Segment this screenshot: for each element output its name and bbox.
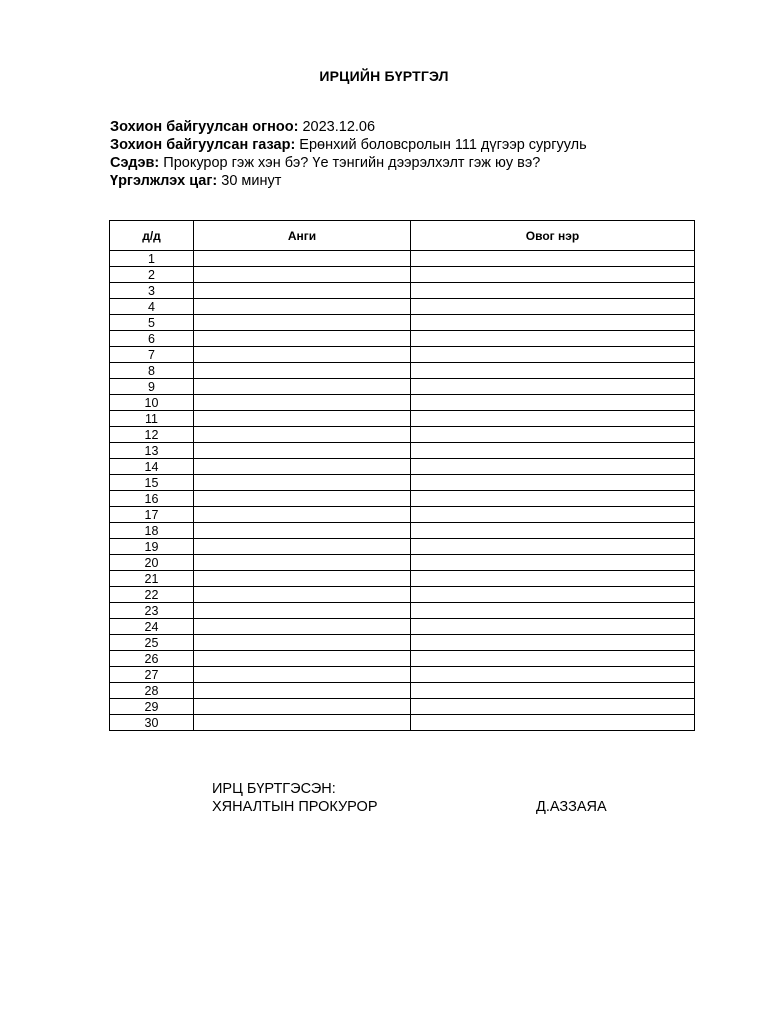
row-number: 14 bbox=[110, 459, 194, 475]
meta-duration-value: 30 минут bbox=[217, 173, 282, 189]
row-name-cell[interactable] bbox=[411, 699, 695, 715]
row-name-cell[interactable] bbox=[411, 283, 695, 299]
row-number: 5 bbox=[110, 315, 194, 331]
signature-name: Д.АЗЗАЯА bbox=[536, 799, 607, 815]
row-name-cell[interactable] bbox=[411, 651, 695, 667]
row-class-cell[interactable] bbox=[194, 539, 411, 555]
row-class-cell[interactable] bbox=[194, 555, 411, 571]
row-number: 17 bbox=[110, 507, 194, 523]
row-name-cell[interactable] bbox=[411, 459, 695, 475]
row-class-cell[interactable] bbox=[194, 587, 411, 603]
meta-place-value: Ерөнхий боловсролын 111 дүгээр сургууль bbox=[295, 137, 587, 153]
meta-date bbox=[110, 118, 587, 136]
row-class-cell[interactable] bbox=[194, 571, 411, 587]
row-class-cell[interactable] bbox=[194, 411, 411, 427]
row-class-cell[interactable] bbox=[194, 331, 411, 347]
row-name-cell[interactable] bbox=[411, 331, 695, 347]
row-class-cell[interactable] bbox=[194, 699, 411, 715]
row-number: 1 bbox=[110, 251, 194, 267]
meta-place bbox=[110, 136, 587, 154]
row-number: 12 bbox=[110, 427, 194, 443]
row-name-cell[interactable] bbox=[411, 427, 695, 443]
row-class-cell[interactable] bbox=[194, 379, 411, 395]
row-class-cell[interactable] bbox=[194, 299, 411, 315]
table-row bbox=[110, 427, 695, 443]
row-number: 24 bbox=[110, 619, 194, 635]
table-header-row bbox=[110, 221, 695, 251]
meta-date-value: 2023.12.06 bbox=[298, 119, 376, 135]
row-name-cell[interactable] bbox=[411, 299, 695, 315]
meta-duration bbox=[110, 172, 587, 190]
table-row bbox=[110, 459, 695, 475]
row-class-cell[interactable] bbox=[194, 683, 411, 699]
row-name-cell[interactable] bbox=[411, 507, 695, 523]
row-number: 8 bbox=[110, 363, 194, 379]
row-number: 18 bbox=[110, 523, 194, 539]
table-row bbox=[110, 539, 695, 555]
table-row bbox=[110, 587, 695, 603]
attendance-table bbox=[109, 220, 695, 731]
row-class-cell[interactable] bbox=[194, 427, 411, 443]
row-name-cell[interactable] bbox=[411, 587, 695, 603]
table-row bbox=[110, 507, 695, 523]
header-class: Анги bbox=[194, 221, 411, 251]
row-name-cell[interactable] bbox=[411, 347, 695, 363]
row-name-cell[interactable] bbox=[411, 395, 695, 411]
row-name-cell[interactable] bbox=[411, 315, 695, 331]
row-class-cell[interactable] bbox=[194, 363, 411, 379]
row-number: 26 bbox=[110, 651, 194, 667]
row-class-cell[interactable] bbox=[194, 523, 411, 539]
row-class-cell[interactable] bbox=[194, 347, 411, 363]
row-name-cell[interactable] bbox=[411, 251, 695, 267]
event-details bbox=[110, 118, 587, 190]
table-row bbox=[110, 715, 695, 731]
row-number: 6 bbox=[110, 331, 194, 347]
table-row bbox=[110, 315, 695, 331]
row-number: 25 bbox=[110, 635, 194, 651]
meta-topic-value: Прокурор гэж хэн бэ? Үе тэнгийн дээрэлхэлт гэж юу вэ? bbox=[159, 155, 541, 171]
row-class-cell[interactable] bbox=[194, 315, 411, 331]
table-row bbox=[110, 651, 695, 667]
row-number: 2 bbox=[110, 267, 194, 283]
row-name-cell[interactable] bbox=[411, 603, 695, 619]
table-row bbox=[110, 443, 695, 459]
document-title: ИРЦИЙН БҮРТГЭЛ bbox=[319, 68, 449, 84]
meta-place-label: Зохион байгуулсан газар: bbox=[110, 137, 296, 153]
header-number: д/д bbox=[110, 221, 194, 251]
row-name-cell[interactable] bbox=[411, 619, 695, 635]
signature-line-2 bbox=[212, 798, 632, 816]
row-name-cell[interactable] bbox=[411, 715, 695, 731]
row-class-cell[interactable] bbox=[194, 715, 411, 731]
table-row bbox=[110, 571, 695, 587]
row-name-cell[interactable] bbox=[411, 267, 695, 283]
row-number: 19 bbox=[110, 539, 194, 555]
row-class-cell[interactable] bbox=[194, 395, 411, 411]
table-row bbox=[110, 331, 695, 347]
row-number: 30 bbox=[110, 715, 194, 731]
row-class-cell[interactable] bbox=[194, 475, 411, 491]
table-row bbox=[110, 251, 695, 267]
row-class-cell[interactable] bbox=[194, 459, 411, 475]
row-number: 21 bbox=[110, 571, 194, 587]
table-row bbox=[110, 603, 695, 619]
row-class-cell[interactable] bbox=[194, 635, 411, 651]
row-number: 16 bbox=[110, 491, 194, 507]
row-class-cell[interactable] bbox=[194, 491, 411, 507]
row-class-cell[interactable] bbox=[194, 651, 411, 667]
row-name-cell[interactable] bbox=[411, 491, 695, 507]
signature-line-1: ИРЦ БҮРТГЭСЭН: bbox=[212, 781, 336, 797]
table-row bbox=[110, 523, 695, 539]
row-name-cell[interactable] bbox=[411, 523, 695, 539]
row-number: 10 bbox=[110, 395, 194, 411]
table-row bbox=[110, 411, 695, 427]
header-full-name: Овог нэр bbox=[411, 221, 695, 251]
row-class-cell[interactable] bbox=[194, 267, 411, 283]
row-number: 13 bbox=[110, 443, 194, 459]
table-row bbox=[110, 363, 695, 379]
table-row bbox=[110, 683, 695, 699]
row-class-cell[interactable] bbox=[194, 283, 411, 299]
meta-duration-label: Үргэлжлэх цаг: bbox=[110, 173, 218, 189]
table-row bbox=[110, 347, 695, 363]
table-row bbox=[110, 635, 695, 651]
row-name-cell[interactable] bbox=[411, 635, 695, 651]
signature-position: ХЯНАЛТЫН ПРОКУРОР bbox=[212, 799, 378, 815]
meta-topic bbox=[110, 154, 587, 172]
table-row bbox=[110, 267, 695, 283]
row-number: 7 bbox=[110, 347, 194, 363]
row-name-cell[interactable] bbox=[411, 539, 695, 555]
row-name-cell[interactable] bbox=[411, 379, 695, 395]
row-name-cell[interactable] bbox=[411, 475, 695, 491]
table-row bbox=[110, 667, 695, 683]
row-name-cell[interactable] bbox=[411, 683, 695, 699]
row-name-cell[interactable] bbox=[411, 363, 695, 379]
meta-topic-label: Сэдэв: bbox=[110, 155, 160, 171]
table-row bbox=[110, 491, 695, 507]
row-number: 20 bbox=[110, 555, 194, 571]
row-number: 27 bbox=[110, 667, 194, 683]
row-number: 9 bbox=[110, 379, 194, 395]
row-number: 29 bbox=[110, 699, 194, 715]
table-row bbox=[110, 299, 695, 315]
row-name-cell[interactable] bbox=[411, 443, 695, 459]
row-class-cell[interactable] bbox=[194, 667, 411, 683]
row-class-cell[interactable] bbox=[194, 603, 411, 619]
row-number: 3 bbox=[110, 283, 194, 299]
row-number: 15 bbox=[110, 475, 194, 491]
table-row bbox=[110, 379, 695, 395]
table-row bbox=[110, 699, 695, 715]
table-row bbox=[110, 395, 695, 411]
row-number: 11 bbox=[110, 411, 194, 427]
row-class-cell[interactable] bbox=[194, 507, 411, 523]
table-row bbox=[110, 475, 695, 491]
row-name-cell[interactable] bbox=[411, 667, 695, 683]
row-number: 28 bbox=[110, 683, 194, 699]
row-name-cell[interactable] bbox=[411, 555, 695, 571]
row-number: 4 bbox=[110, 299, 194, 315]
table-body bbox=[110, 251, 695, 731]
row-number: 23 bbox=[110, 603, 194, 619]
row-name-cell[interactable] bbox=[411, 571, 695, 587]
table-row bbox=[110, 283, 695, 299]
row-class-cell[interactable] bbox=[194, 619, 411, 635]
meta-date-label: Зохион байгуулсан огноо: bbox=[110, 119, 299, 135]
table-row bbox=[110, 555, 695, 571]
row-name-cell[interactable] bbox=[411, 411, 695, 427]
row-number: 22 bbox=[110, 587, 194, 603]
signature-block bbox=[212, 780, 632, 816]
row-class-cell[interactable] bbox=[194, 443, 411, 459]
table-row bbox=[110, 619, 695, 635]
row-class-cell[interactable] bbox=[194, 251, 411, 267]
